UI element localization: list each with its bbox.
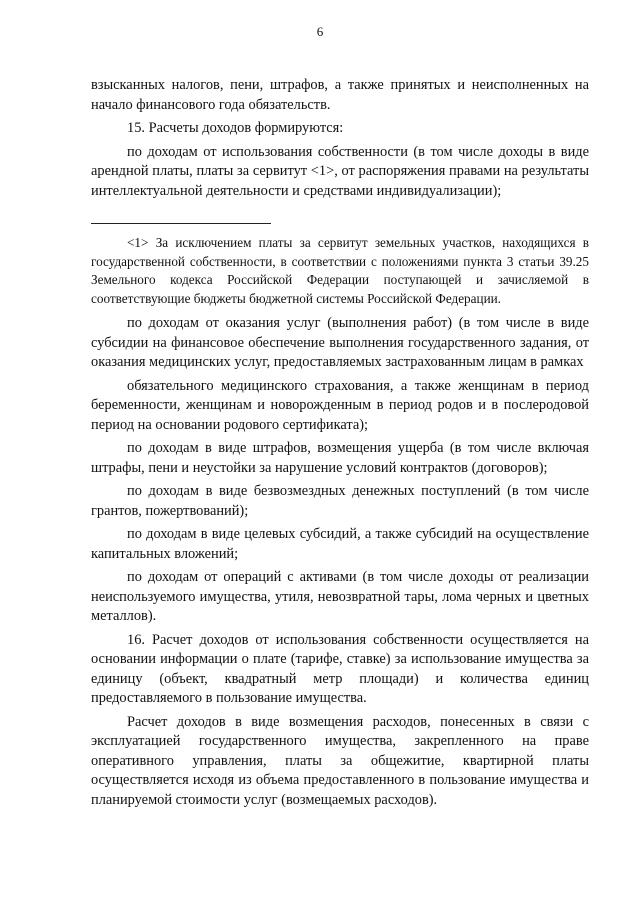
paragraph-insurance: обязательного медицинского страхования, а также женщинам в период беременности, женщинам и новорожденным в период родов и в послеродовой период на основании родового сертификата); — [91, 377, 589, 433]
paragraph-income-services: по доходам от оказания услуг (выполнения работ) (в том числе в виде субсидии на финансовое обеспечение выполнения государственного задания, от оказания медицинских услуг, предоставляемых застрахованным лицам в рамках — [91, 315, 589, 370]
paragraph-assets: по доходам от операций с активами (в том числе доходы от реализации неиспользуемого имущества, утиля, невозвратной тары, лома черных и цветных металлов). — [91, 569, 589, 624]
footnote-1: <1> За исключением платы за сервитут земельных участков, находящихся в государственной собственности, в соответствии с положениями пункта 3 статьи 39.25 Земельного кодекса Российской Федерации поступающей и зачисляемой в соответствующие бюджеты бюджетной системы Российской Федерации. — [91, 235, 589, 306]
footnote-divider — [91, 223, 271, 224]
paragraph-fines: по доходам в виде штрафов, возмещения ущерба (в том числе включая штрафы, пени и неустойки за нарушение условий контрактов (договоров); — [91, 440, 589, 476]
paragraph-income-property: по доходам от использования собственности (в том числе доходы в виде арендной платы, платы за сервитут <1>, от распоряжения правами на результаты интеллектуальной деятельности и средствами индивидуализации); — [91, 143, 589, 199]
paragraph-15-heading: 15. Расчеты доходов формируются: — [127, 120, 344, 136]
paragraph-16: 16. Расчет доходов от использования собственности осуществляется на основании информации о плате (тарифе, ставке) за использование имущества за единицу (объект, квадратный метр площади) и количества единиц предоставляемого в пользование имущества. — [91, 631, 589, 706]
paragraph-carryover: взысканных налогов, пени, штрафов, а также принятых и неисполненных на начало финансового года обязательств. — [91, 77, 589, 113]
paragraph-grants: по доходам в виде безвозмездных денежных поступлений (в том числе грантов, пожертвований); — [91, 483, 589, 519]
paragraph-expenses: Расчет доходов в виде возмещения расходов, понесенных в связи с эксплуатацией государственного имущества, закрепленного на праве оперативного управления, платы за общежитие, квартирной платы осуществляется исходя из объема предоставленного в пользование имущества и планируемой стоимости услуг (возмещаемых расходов). — [91, 713, 589, 808]
page-number: 6 — [316, 24, 324, 39]
paragraph-subsidies: по доходам в виде целевых субсидий, а также субсидий на осуществление капитальных вложений; — [91, 526, 589, 562]
document-body — [91, 76, 589, 814]
